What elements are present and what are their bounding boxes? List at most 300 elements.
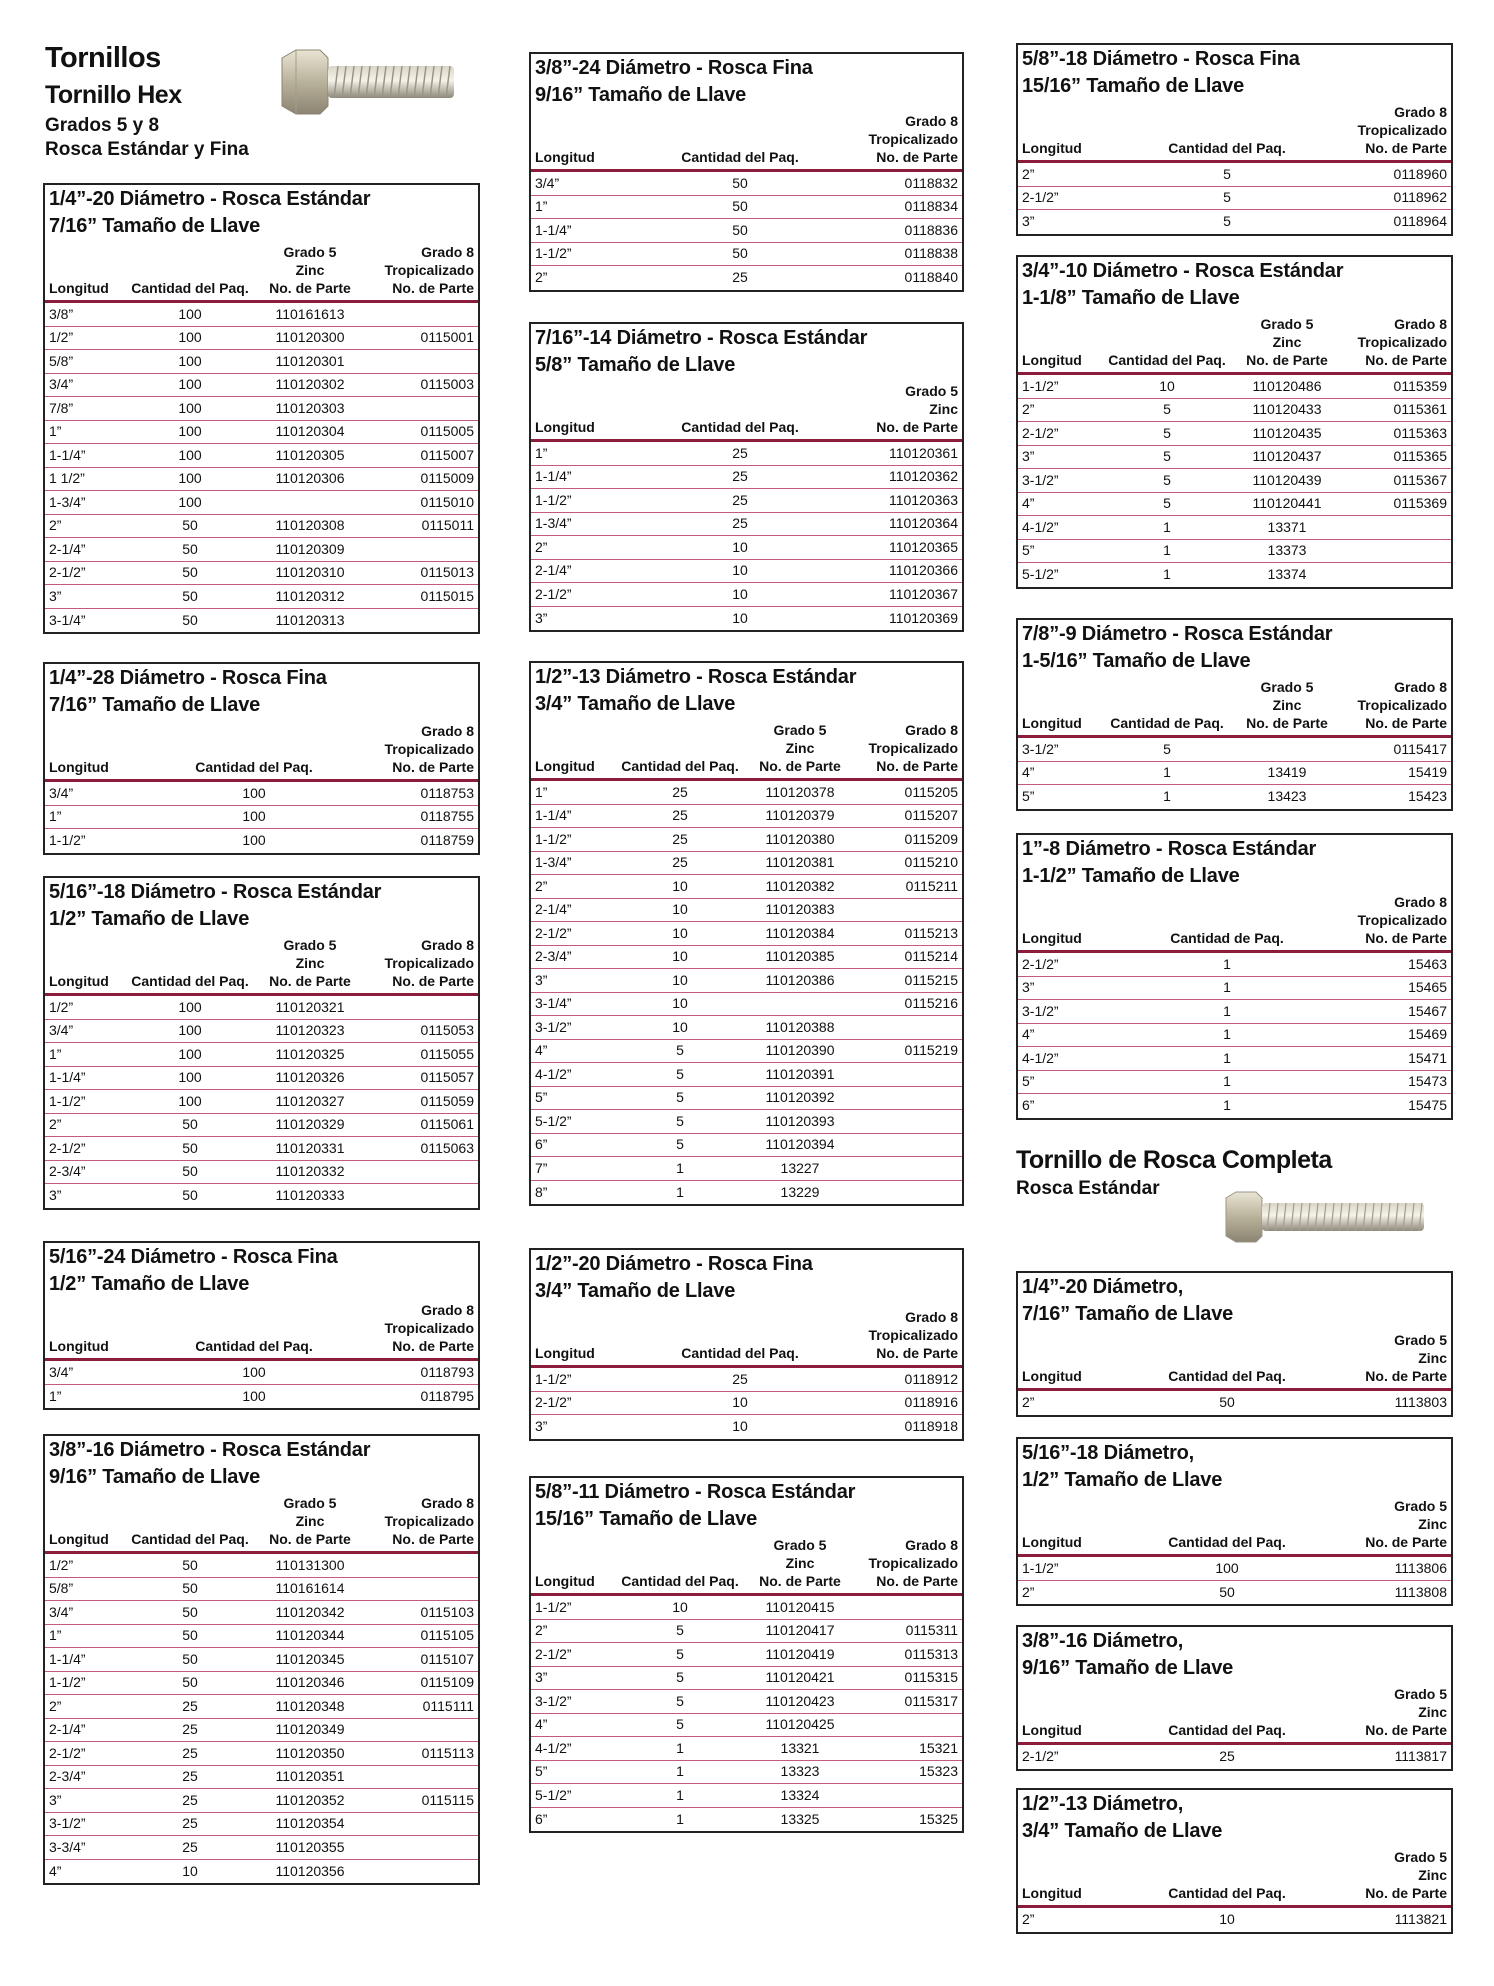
table-cell: 110120346 (275, 1674, 345, 1690)
table-row (45, 1161, 478, 1185)
table-full-thread-1-4-20 (1016, 1271, 1453, 1417)
table-cell: 100 (242, 1363, 266, 1380)
table-row (1018, 977, 1451, 1001)
column-header: Grado 8 Tropicalizado No. de Parte (384, 937, 474, 989)
column-header: Grado 5 Zinc No. de Parte (1365, 1498, 1447, 1550)
column-header: Longitud (49, 973, 109, 989)
table-cell: 2-1/2” (1022, 955, 1059, 972)
column-header: Cantidad del Paq. (131, 280, 249, 296)
table-row (45, 444, 478, 468)
table-cell: 0118755 (420, 808, 474, 824)
table-cell: 25 (732, 269, 748, 285)
table-cell: 10 (672, 901, 688, 917)
table-header (45, 718, 478, 782)
table-cell: 3-1/2” (1022, 740, 1059, 757)
table-cell: 15321 (919, 1739, 958, 1756)
table-row (1018, 1908, 1451, 1932)
table-cell: 1113821 (1394, 1911, 1447, 1927)
table-row (1018, 375, 1451, 399)
table-cell: 2-1/2” (535, 1394, 572, 1410)
table-cell: 5 (1223, 213, 1231, 229)
table-cell: 110120306 (275, 470, 345, 486)
column-header: Grado 5 Zinc No. de Parte (759, 1537, 841, 1589)
table-cell: 0118838 (904, 245, 958, 261)
table-title: 1/4”-20 Diámetro, (1022, 1276, 1184, 1298)
column-header: Longitud (1022, 140, 1082, 156)
table-cell: 100 (242, 784, 266, 801)
table-cell: 50 (182, 1650, 198, 1667)
table-cell: 110120441 (1252, 495, 1322, 511)
table-cell: 0115059 (420, 1092, 474, 1109)
table-title: 5/16”-24 Diámetro - Rosca Fina (49, 1246, 338, 1268)
table-cell: 100 (1215, 1559, 1239, 1576)
table-cell: 110120366 (888, 562, 958, 578)
table-title: 3/8”-24 Diámetro - Rosca Fina (535, 57, 813, 79)
table-cell: 110120344 (275, 1627, 345, 1643)
table-cell: 0115210 (904, 854, 958, 870)
table-cell: 1-1/2” (535, 1598, 572, 1615)
table-cell: 0118793 (420, 1363, 474, 1380)
table-cell: 50 (182, 1139, 198, 1156)
table-row (45, 1789, 478, 1813)
table-cell: 110120385 (765, 948, 835, 964)
column-header: Grado 8 Tropicalizado No. de Parte (1357, 104, 1447, 156)
table-cell: 1-3/4” (535, 515, 572, 531)
table-cell: 0115015 (420, 587, 474, 604)
table-row (45, 1648, 478, 1672)
table-cell: 0118964 (1393, 213, 1447, 229)
table-full-thread-5-16-18 (1016, 1437, 1453, 1606)
table-cell: 110120331 (275, 1139, 345, 1156)
table-cell: 15423 (1408, 788, 1447, 804)
table-cell: 110120312 (275, 587, 345, 604)
table-cell: 1 (676, 1159, 684, 1176)
table-cell: 4” (535, 1042, 548, 1058)
table-cell: 3-1/4” (535, 995, 572, 1011)
table-5-16-24-fine (43, 1241, 480, 1410)
table-cell: 0115209 (904, 830, 958, 847)
table-cell: 2” (1022, 1583, 1035, 1600)
table-header (531, 717, 962, 781)
table-cell: 1/2” (49, 329, 74, 345)
table-cell: 0115063 (420, 1139, 474, 1156)
table-cell: 4” (1022, 1026, 1035, 1042)
table-cell: 0118753 (420, 784, 474, 801)
table-cell: 5” (1022, 542, 1035, 558)
table-row (45, 1742, 478, 1766)
table-cell: 50 (182, 517, 198, 533)
table-row (531, 1134, 962, 1158)
table-title: 1/2”-20 Diámetro - Rosca Fina (535, 1253, 813, 1275)
table-cell: 1 (1223, 1026, 1231, 1042)
table-row (1018, 399, 1451, 423)
table-cell: 110120383 (765, 901, 835, 917)
table-row (531, 266, 962, 290)
table-row (45, 1090, 478, 1114)
table-cell: 3/4” (535, 174, 560, 191)
table-row (1018, 493, 1451, 517)
table-cell: 0115213 (904, 924, 958, 941)
table-1-2-13-standard (529, 661, 964, 1206)
table-cell: 10 (672, 924, 688, 941)
table-row (45, 327, 478, 351)
table-row (45, 1766, 478, 1790)
table-cell: 6” (535, 1136, 548, 1152)
table-cell: 2-1/2” (49, 1744, 86, 1761)
table-row (1018, 1557, 1451, 1581)
table-cell: 2-1/2” (1022, 1748, 1059, 1764)
table-cell: 1” (535, 444, 548, 461)
table-row (45, 1625, 478, 1649)
table-row (531, 243, 962, 267)
table-cell: 13423 (1267, 788, 1307, 804)
table-cell: 10 (1159, 377, 1175, 394)
table-cell: 2-1/2” (535, 1645, 572, 1662)
column-header: Cantidad del Paq. (681, 1345, 799, 1361)
table-row (531, 513, 962, 537)
table-cell: 1-1/2” (49, 1092, 86, 1109)
column-header: Cantidad de Paq. (1170, 930, 1284, 946)
table-header (1018, 1681, 1451, 1745)
table-cell: 2-1/4” (49, 1721, 86, 1737)
column-header: Cantidad de Paq. (1110, 715, 1224, 731)
table-title: 5/8” Tamaño de Llave (535, 354, 736, 376)
table-row (531, 969, 962, 993)
table-cell: 1 (1163, 788, 1171, 804)
table-title: 5/8”-18 Diámetro - Rosca Fina (1022, 48, 1300, 70)
table-row (531, 172, 962, 196)
table-cell: 0115365 (1393, 448, 1447, 464)
table-row (45, 303, 478, 327)
table-cell: 15419 (1408, 764, 1447, 780)
table-row (1018, 1000, 1451, 1024)
column-header: Cantidad del Paq. (131, 973, 249, 989)
table-1-4-20-standard (43, 183, 480, 634)
table-cell: 3/8” (49, 305, 74, 322)
table-cell: 5 (1163, 495, 1171, 511)
table-cell: 3-1/2” (535, 1692, 572, 1709)
column-header: Grado 5 Zinc No. de Parte (269, 1495, 351, 1547)
table-cell: 0118834 (904, 198, 958, 214)
table-row (1018, 187, 1451, 211)
table-cell: 0115011 (421, 517, 474, 533)
table-cell: 4-1/2” (1022, 1049, 1059, 1066)
table-cell: 1 (676, 1763, 684, 1779)
column-header: Grado 8 Tropicalizado No. de Parte (868, 113, 958, 165)
table-row (45, 421, 478, 445)
table-cell: 0118960 (1393, 165, 1447, 182)
table-cell: 1 (1163, 764, 1171, 780)
table-row (1018, 1094, 1451, 1118)
table-cell: 100 (178, 423, 202, 439)
table-cell: 25 (732, 1370, 748, 1387)
table-cell: 50 (182, 587, 198, 604)
table-title: 1/2” Tamaño de Llave (1022, 1469, 1223, 1491)
table-cell: 110120364 (888, 515, 958, 531)
table-row (531, 1808, 962, 1832)
table-cell: 100 (178, 399, 202, 416)
table-cell: 50 (1219, 1583, 1235, 1600)
column-header: Grado 5 Zinc No. de Parte (269, 244, 351, 296)
table-row (1018, 953, 1451, 977)
table-cell: 2-1/2” (1022, 424, 1059, 441)
table-row (531, 1714, 962, 1738)
table-cell: 1-1/2” (49, 832, 86, 848)
table-cell: 10 (672, 948, 688, 964)
table-cell: 110161613 (275, 305, 345, 322)
table-cell: 110120325 (275, 1045, 345, 1062)
table-cell: 50 (1219, 1394, 1235, 1410)
table-cell: 2” (535, 1622, 548, 1638)
table-cell: 110120300 (275, 329, 345, 345)
table-row (531, 1667, 962, 1691)
table-header (1018, 889, 1451, 953)
table-cell: 0115003 (420, 376, 474, 392)
column-header: Longitud (535, 149, 595, 165)
table-cell: 3-3/4” (49, 1838, 86, 1855)
table-cell: 1-1/2” (535, 1370, 572, 1387)
table-full-thread-1-2-13 (1016, 1788, 1453, 1934)
table-cell: 2-3/4” (49, 1768, 86, 1784)
column-header: Grado 8 Tropicalizado No. de Parte (384, 244, 474, 296)
table-title: 1-5/16” Tamaño de Llave (1022, 650, 1251, 672)
table-cell: 110120303 (275, 399, 345, 416)
table-cell: 100 (178, 1092, 202, 1109)
table-row (1018, 210, 1451, 234)
table-title: 9/16” Tamaño de Llave (1022, 1657, 1234, 1679)
table-row (1018, 1071, 1451, 1095)
table-cell: 25 (732, 444, 748, 461)
table-row (1018, 785, 1451, 809)
table-row (531, 1596, 962, 1620)
table-cell: 13321 (780, 1739, 820, 1756)
table-cell: 1-1/2” (535, 491, 572, 508)
table-cell: 0115359 (1393, 377, 1447, 394)
table-row (1018, 563, 1451, 587)
table-cell: 110120310 (275, 564, 345, 580)
table-cell: 110120365 (888, 538, 958, 555)
table-title: 15/16” Tamaño de Llave (535, 1508, 757, 1530)
table-cell: 1 (1223, 1097, 1231, 1113)
table-row (45, 397, 478, 421)
table-cell: 5-1/2” (1022, 566, 1059, 582)
table-cell: 110120379 (765, 807, 835, 823)
table-cell: 0115010 (420, 493, 474, 510)
column-header: Cantidad del Paq. (195, 1338, 313, 1354)
table-row (531, 1181, 962, 1205)
table-row (45, 1860, 478, 1884)
table-row (45, 468, 478, 492)
table-cell: 25 (732, 468, 748, 484)
table-cell: 1-1/2” (1022, 1559, 1059, 1576)
table-cell: 10 (672, 971, 688, 988)
table-cell: 1” (49, 1387, 62, 1404)
table-cell: 2-3/4” (49, 1163, 86, 1179)
column-header: Cantidad del Paq. (621, 1573, 739, 1589)
table-cell: 1 (676, 1786, 684, 1803)
table-cell: 110120349 (275, 1721, 345, 1737)
table-cell: 110161614 (275, 1580, 345, 1596)
table-cell: 1” (49, 808, 62, 824)
table-cell: 110120435 (1252, 424, 1322, 441)
table-cell: 1 (1223, 955, 1231, 972)
table-cell: 0115053 (420, 1022, 474, 1038)
table-cell: 1-1/4” (535, 468, 572, 484)
table-cell: 110120381 (765, 854, 835, 870)
table-row (1018, 1745, 1451, 1769)
grade-line: Grados 5 y 8 (45, 115, 160, 136)
table-cell: 10 (672, 995, 688, 1011)
table-cell: 3” (535, 1418, 548, 1434)
table-cell: 110131300 (275, 1556, 345, 1573)
table-cell: 110120345 (275, 1650, 345, 1667)
table-cell: 0115317 (904, 1692, 958, 1709)
table-row (531, 1016, 962, 1040)
table-cell: 0115009 (420, 470, 474, 486)
table-cell: 110120302 (275, 376, 345, 392)
table-row (531, 1620, 962, 1644)
table-cell: 25 (1219, 1748, 1235, 1764)
table-cell: 0118916 (904, 1394, 958, 1410)
table-row (531, 489, 962, 513)
table-row (45, 1137, 478, 1161)
table-cell: 2” (535, 877, 548, 894)
column-header: Cantidad del Paq. (621, 758, 739, 774)
table-cell: 50 (182, 611, 198, 628)
table-cell: 3/4” (49, 376, 74, 392)
table-cell: 110120367 (888, 585, 958, 602)
table-cell: 5 (1163, 448, 1171, 464)
table-cell: 13419 (1267, 764, 1307, 780)
table-cell: 0118836 (904, 221, 958, 238)
table-title: 3/8”-16 Diámetro, (1022, 1630, 1184, 1652)
column-header: Cantidad del Paq. (131, 1531, 249, 1547)
table-cell: 15465 (1408, 979, 1447, 995)
table-7-16-14-standard (529, 322, 964, 632)
table-cell: 13324 (780, 1786, 820, 1803)
table-cell: 3-1/2” (49, 1815, 86, 1831)
table-row (45, 538, 478, 562)
table-row (45, 1043, 478, 1067)
table-row (531, 1392, 962, 1416)
table-cell: 1 (1223, 1073, 1231, 1089)
table-cell: 3/4” (49, 1363, 74, 1380)
table-5-16-18-standard (43, 876, 480, 1210)
table-cell: 5 (676, 1136, 684, 1152)
table-cell: 110120425 (765, 1716, 835, 1732)
column-header: Longitud (1022, 930, 1082, 946)
table-header (1018, 1493, 1451, 1557)
table-cell: 6” (1022, 1097, 1035, 1113)
table-cell: 50 (182, 540, 198, 557)
table-cell: 1 (1163, 542, 1171, 558)
table-cell: 5 (676, 1716, 684, 1732)
column-header: Longitud (1022, 1722, 1082, 1738)
table-cell: 110120378 (765, 783, 835, 800)
table-cell: 50 (732, 221, 748, 238)
table-cell: 1-1/4” (535, 221, 572, 238)
table-cell: 110120355 (275, 1838, 345, 1855)
table-cell: 25 (732, 515, 748, 531)
table-cell: 0115005 (420, 423, 474, 439)
column-header: Grado 8 Tropicalizado No. de Parte (384, 1302, 474, 1354)
table-cell: 110120363 (888, 491, 958, 508)
table-cell: 25 (182, 1721, 198, 1737)
table-cell: 110120352 (275, 1791, 345, 1808)
column-header: Grado 5 Zinc No. de Parte (1246, 679, 1328, 731)
table-cell: 15469 (1408, 1026, 1447, 1042)
table-header (1018, 99, 1451, 163)
table-cell: 3/4” (49, 1603, 74, 1620)
table-cell: 6” (535, 1810, 548, 1827)
table-row (531, 1761, 962, 1785)
table-cell: 10 (672, 1018, 688, 1035)
table-cell: 110120351 (275, 1768, 345, 1784)
table-row (1018, 1581, 1451, 1605)
table-cell: 50 (182, 1556, 198, 1573)
table-cell: 1 (1223, 1049, 1231, 1066)
table-cell: 2-1/2” (49, 564, 86, 580)
table-cell: 25 (672, 807, 688, 823)
table-cell: 1 (1223, 1002, 1231, 1019)
table-title: 3/8”-16 Diámetro - Rosca Estándar (49, 1439, 371, 1461)
table-cell: 0115109 (420, 1674, 474, 1690)
table-row (1018, 540, 1451, 564)
table-cell: 0115367 (1393, 471, 1447, 488)
table-cell: 110120433 (1252, 401, 1322, 417)
column-header: Grado 8 Tropicalizado No. de Parte (384, 1495, 474, 1547)
table-cell: 4-1/2” (535, 1739, 572, 1756)
table-cell: 25 (182, 1744, 198, 1761)
table-cell: 5 (1163, 401, 1171, 417)
table-cell: 110120486 (1252, 377, 1322, 394)
table-cell: 50 (182, 1627, 198, 1643)
table-cell: 100 (178, 998, 202, 1015)
table-cell: 1 (676, 1183, 684, 1200)
table-cell: 7” (535, 1159, 548, 1176)
table-cell: 2” (1022, 1394, 1035, 1410)
column-header: Longitud (535, 758, 595, 774)
table-cell: 1113808 (1394, 1583, 1447, 1600)
column-header: Grado 8 Tropicalizado No. de Parte (384, 723, 474, 775)
table-row (531, 828, 962, 852)
column-header: Cantidad del Paq. (1168, 140, 1286, 156)
table-cell: 25 (182, 1838, 198, 1855)
table-cell: 5-1/2” (535, 1112, 572, 1129)
table-title: 3/4” Tamaño de Llave (1022, 1820, 1223, 1842)
table-cell: 3-1/2” (1022, 471, 1059, 488)
table-cell: 110120423 (765, 1692, 835, 1709)
table-cell: 3” (1022, 213, 1035, 229)
full-thread-subtitle: Rosca Estándar (1016, 1178, 1160, 1199)
table-cell: 110120304 (275, 423, 345, 439)
table-cell: 110120309 (275, 540, 345, 557)
table-cell: 5 (1163, 740, 1171, 757)
table-cell: 0115103 (420, 1603, 474, 1620)
table-row (45, 1385, 478, 1409)
table-cell: 110120342 (275, 1603, 345, 1620)
table-title: 9/16” Tamaño de Llave (49, 1466, 261, 1488)
table-row (45, 1114, 478, 1138)
table-cell: 5-1/2” (535, 1786, 572, 1803)
table-title: 3/4” Tamaño de Llave (535, 693, 736, 715)
table-title: 1/4”-28 Diámetro - Rosca Fina (49, 667, 327, 689)
table-cell: 10 (1219, 1911, 1235, 1927)
table-cell: 110120354 (275, 1815, 345, 1831)
table-cell: 5 (1163, 471, 1171, 488)
table-row (45, 1695, 478, 1719)
table-row (45, 1361, 478, 1385)
